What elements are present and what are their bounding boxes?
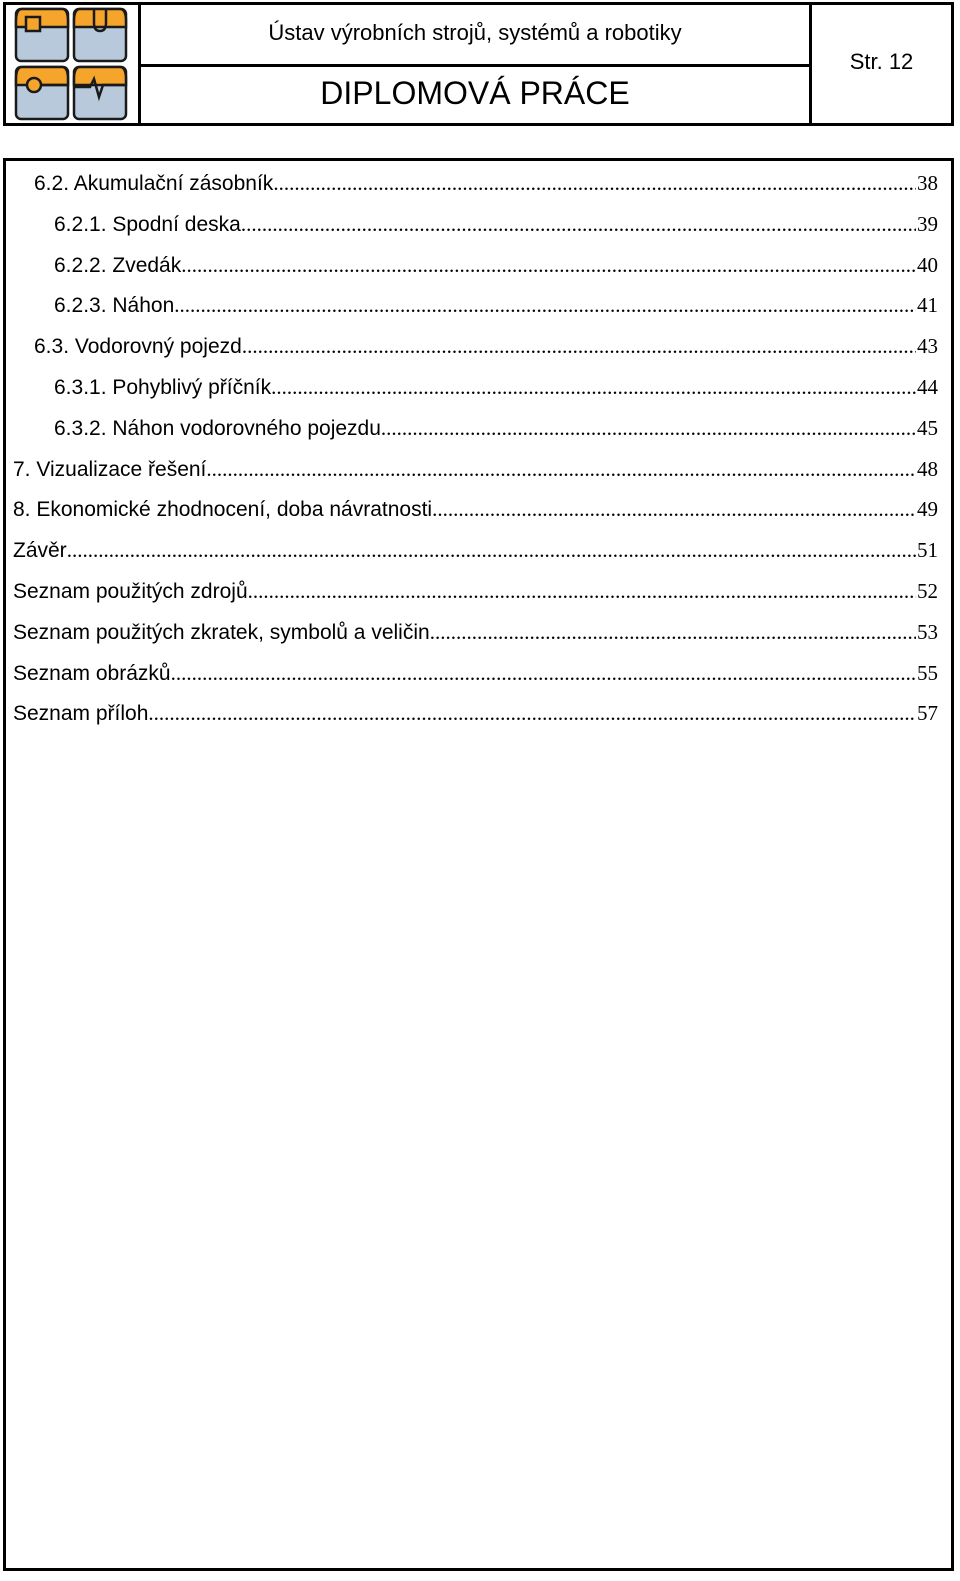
toc-title: 6.3.2. Náhon vodorovného pojezdu xyxy=(54,416,381,440)
toc-leader xyxy=(148,693,916,734)
toc-leader xyxy=(67,530,916,571)
page-header xyxy=(3,2,954,126)
toc-title: Závěr xyxy=(13,539,67,563)
toc-leader xyxy=(271,367,916,408)
toc-leader xyxy=(181,245,916,286)
table-of-contents xyxy=(13,163,938,734)
toc-page: 49 xyxy=(917,497,938,522)
toc-page: 48 xyxy=(917,456,938,481)
toc-leader xyxy=(430,612,916,653)
toc-leader xyxy=(174,285,916,326)
toc-entry[interactable] xyxy=(13,449,938,490)
toc-entry[interactable] xyxy=(13,245,938,286)
toc-page: 38 xyxy=(917,171,938,195)
page-number: Str. 12 xyxy=(849,49,914,74)
toc-page: 40 xyxy=(917,252,938,277)
header-divider xyxy=(138,64,812,67)
toc-entry[interactable] xyxy=(13,367,938,408)
toc-entry[interactable] xyxy=(13,408,938,449)
toc-title: Seznam použitých zkratek, symbolů a veličin xyxy=(13,620,430,644)
toc-page: 39 xyxy=(917,211,938,236)
toc-entry[interactable] xyxy=(13,285,938,326)
toc-title: 7. Vizualizace řešení xyxy=(13,457,207,481)
toc-page: 51 xyxy=(917,538,938,563)
toc-entry[interactable] xyxy=(13,653,938,694)
toc-page: 55 xyxy=(917,660,938,685)
toc-entry[interactable] xyxy=(13,612,938,653)
thesis-type: DIPLOMOVÁ PRÁCE xyxy=(320,75,630,111)
toc-entry[interactable] xyxy=(13,163,938,204)
toc-page: 44 xyxy=(917,374,938,399)
toc-entry[interactable] xyxy=(13,530,938,571)
toc-leader xyxy=(432,489,916,530)
toc-leader xyxy=(241,204,916,245)
institute-name: Ústav výrobních strojů, systémů a robotiky xyxy=(268,20,682,45)
toc-leader xyxy=(273,163,916,204)
toc-title: Seznam příloh xyxy=(13,702,149,726)
toc-title: 8. Ekonomické zhodnocení, doba návratnosti xyxy=(13,498,433,522)
toc-page: 43 xyxy=(917,334,938,359)
toc-page: 41 xyxy=(917,293,938,318)
toc-title: Seznam použitých zdrojů xyxy=(13,579,248,603)
toc-title: 6.3. Vodorovný pojezd xyxy=(34,335,242,359)
toc-page: 52 xyxy=(917,578,938,603)
toc-page: 53 xyxy=(917,619,938,644)
toc-title: 6.2.2. Zvedák xyxy=(54,253,182,277)
toc-entry[interactable] xyxy=(13,571,938,612)
toc-title: 6.2.1. Spodní deska xyxy=(54,212,241,236)
toc-leader xyxy=(171,653,916,694)
toc-title: 6.3.1. Pohyblivý příčník xyxy=(54,375,272,399)
institute-logo-icon xyxy=(6,5,139,123)
toc-title: 6.2. Akumulační zásobník xyxy=(34,172,274,195)
toc-leader xyxy=(248,571,916,612)
toc-entry[interactable] xyxy=(13,204,938,245)
toc-leader xyxy=(381,408,916,449)
toc-entry[interactable] xyxy=(13,489,938,530)
toc-leader xyxy=(242,326,916,367)
toc-title: 6.2.3. Náhon xyxy=(54,294,175,318)
toc-entry[interactable] xyxy=(13,326,938,367)
toc-page: 57 xyxy=(917,701,938,726)
toc-title: Seznam obrázků xyxy=(13,661,171,685)
toc-leader xyxy=(206,449,916,490)
toc-page: 45 xyxy=(917,415,938,440)
toc-entry[interactable] xyxy=(13,693,938,734)
